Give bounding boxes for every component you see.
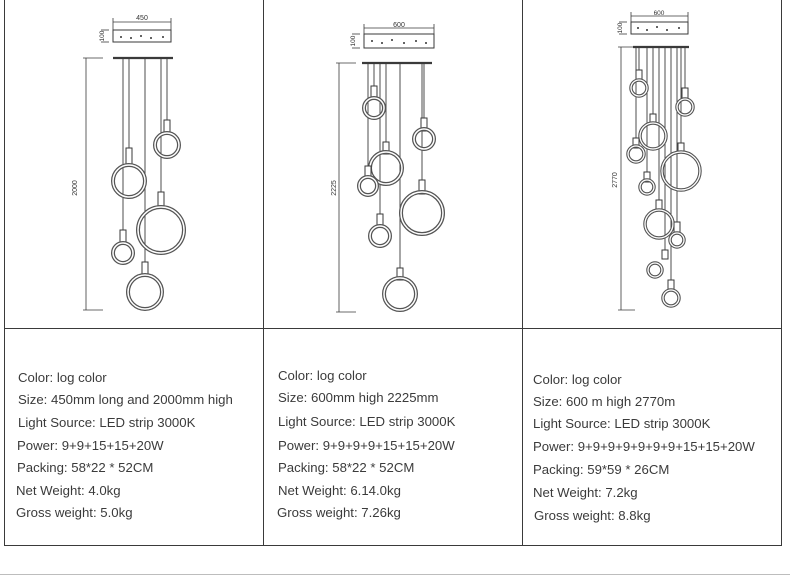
- spec-power-1: Power: 9+9+15+15+20W: [17, 438, 164, 453]
- spec-net-weight-2: Net Weight: 6.14.0kg: [278, 483, 401, 498]
- spec-power-2: Power: 9+9+9+9+15+15+20W: [278, 438, 455, 453]
- spec-size-2: Size: 600mm high 2225mm: [278, 390, 439, 405]
- width-dim-1: 450: [136, 15, 148, 22]
- drop-dim-1: 2000: [72, 180, 79, 196]
- spec-light-1: Light Source: LED strip 3000K: [18, 415, 196, 430]
- width-dim-3: 600: [653, 10, 665, 17]
- product-drawing-2: [264, 0, 522, 328]
- spec-gross-weight-2: Gross weight: 7.26kg: [277, 505, 401, 520]
- spec-packing-1: Packing: 58*22 * 52CM: [17, 460, 154, 475]
- spec-size-1: Size: 450mm long and 2000mm high: [18, 392, 233, 407]
- spec-light-3: Light Source: LED strip 3000K: [533, 416, 711, 431]
- product-drawing-3: [523, 0, 781, 328]
- spec-net-weight-3: Net Weight: 7.2kg: [533, 485, 638, 500]
- spec-color-1: Color: log color: [18, 370, 107, 385]
- spec-packing-2: Packing: 58*22 * 52CM: [278, 460, 415, 475]
- spec-power-3: Power: 9+9+9+9+9+9+9+15+15+20W: [533, 439, 755, 454]
- height-dim-1: 100: [99, 30, 106, 42]
- table-border-right: [781, 0, 782, 546]
- spec-size-3: Size: 600 m high 2770m: [533, 394, 676, 409]
- page-bottom-rule: [0, 574, 790, 575]
- spec-color-2: Color: log color: [278, 368, 367, 383]
- spec-light-2: Light Source: LED strip 3000K: [278, 414, 456, 429]
- height-dim-3: 100: [617, 22, 624, 34]
- width-dim-2: 600: [393, 22, 405, 29]
- table-row-divider: [4, 328, 782, 329]
- product-drawing-1: [5, 0, 263, 328]
- spec-color-3: Color: log color: [533, 372, 622, 387]
- drop-dim-3: 2770: [612, 172, 619, 188]
- spec-packing-3: Packing: 59*59 * 26CM: [533, 462, 670, 477]
- drop-dim-2: 2225: [331, 180, 338, 196]
- spec-net-weight-1: Net Weight: 4.0kg: [16, 483, 121, 498]
- height-dim-2: 100: [350, 35, 357, 47]
- table-border-bottom: [4, 545, 782, 546]
- spec-gross-weight-1: Gross weight: 5.0kg: [16, 505, 133, 520]
- spec-gross-weight-3: Gross weight: 8.8kg: [534, 508, 651, 523]
